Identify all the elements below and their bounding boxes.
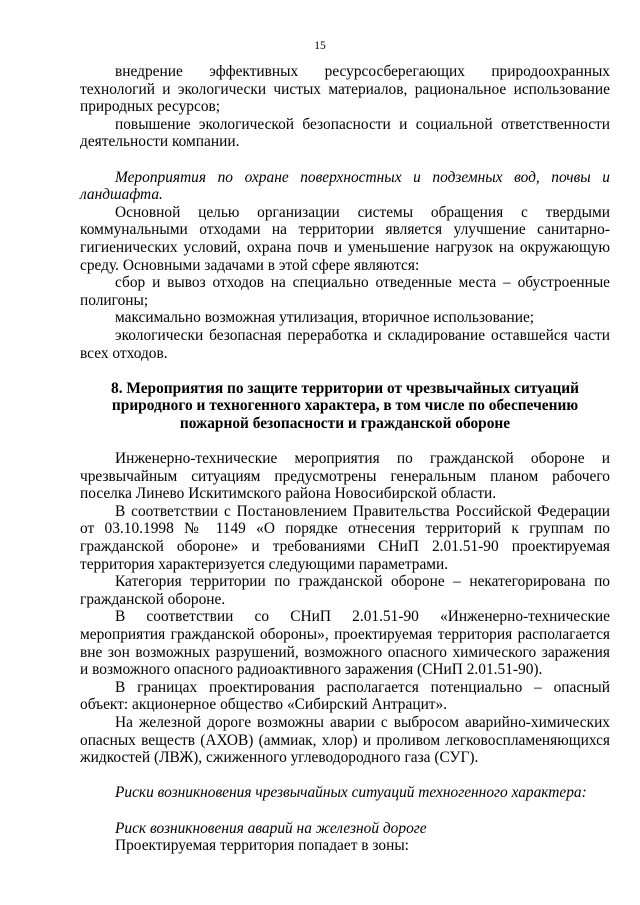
page-number: 15 (314, 40, 326, 52)
paragraph: внедрение эффективных ресурсосберегающих природоохранных технологий и экологически чистых материалов, рациональное использование природных ресурсов; (80, 63, 610, 116)
italic-subheading: Мероприятия по охране поверхностных и подземных вод, почвы и ландшафта. (80, 168, 610, 204)
paragraph: В границах проектирования располагается потенциально – опасный объект: акционерное общество «Сибирский Антрацит». (80, 678, 610, 714)
paragraph-spacer (80, 362, 610, 380)
paragraph-spacer (80, 767, 610, 785)
paragraph: В соответствии со СНиП 2.01.51-90 «Инженерно-технические мероприятия гражданской обороны», проектируемая территория располагается вне зон возможных разрушений, возможного опасного химического заражения и возможного опасного радиоактивного заражения (СНиП 2.01.51-90). (80, 608, 610, 679)
document-body (80, 63, 610, 855)
section-heading: 8. Мероприятия по защите территории от чрезвычайных ситуаций природного и техногенного характера, в том числе по обеспечению пожарной безопасности и гражданской обороне (111, 379, 579, 432)
paragraph-spacer (80, 802, 610, 820)
paragraph: Основной целью организации системы обращения с твердыми коммунальными отходами на территории является улучшение санитарно-гигиенических условий, охрана почв и уменьшение нагрузок на окружающую среду. Основными задачами в этой сфере являются: (80, 203, 610, 274)
paragraph: повышение экологической безопасности и социальной ответственности деятельности компании. (80, 115, 610, 151)
paragraph: В соответствии с Постановлением Правительства Российской Федерации от 03.10.1998 № 1149 «О порядке отнесения территорий к группам по гражданской обороне» и требованиями СНиП 2.01.51-90 проектируемая территория характеризуется следующими параметрами. (80, 502, 610, 573)
paragraph: Инженерно-технические мероприятия по гражданской обороне и чрезвычайным ситуациям предусмотрены генеральным планом рабочего поселка Линево Искитимского района Новосибирской области. (80, 450, 610, 503)
paragraph-spacer (80, 432, 610, 450)
paragraph: экологически безопасная переработка и складирование оставшейся части всех отходов. (80, 326, 610, 362)
paragraph: максимально возможная утилизация, вторичное использование; (115, 309, 535, 327)
paragraph-spacer (80, 151, 610, 169)
italic-subheading: Риск возникновения аварий на железной дороге (115, 819, 427, 837)
paragraph: Категория территории по гражданской обороне – некатегорирована по гражданской обороне. (80, 573, 610, 608)
italic-subheading: Риски возникновения чрезвычайных ситуаций техногенного характера: (115, 784, 587, 802)
paragraph: На железной дороге возможны аварии с выбросом аварийно-химических опасных веществ (АХОВ) (аммиак, хлор) и проливом легковоспламеняющихся жидкостей (ЛВЖ), сжиженного углеводородного газа (СУГ). (80, 713, 610, 767)
paragraph: Проектируемая территория попадает в зоны: (115, 837, 409, 855)
paragraph: сбор и вывоз отходов на специально отведенные места – обустроенные полигоны; (80, 274, 610, 309)
